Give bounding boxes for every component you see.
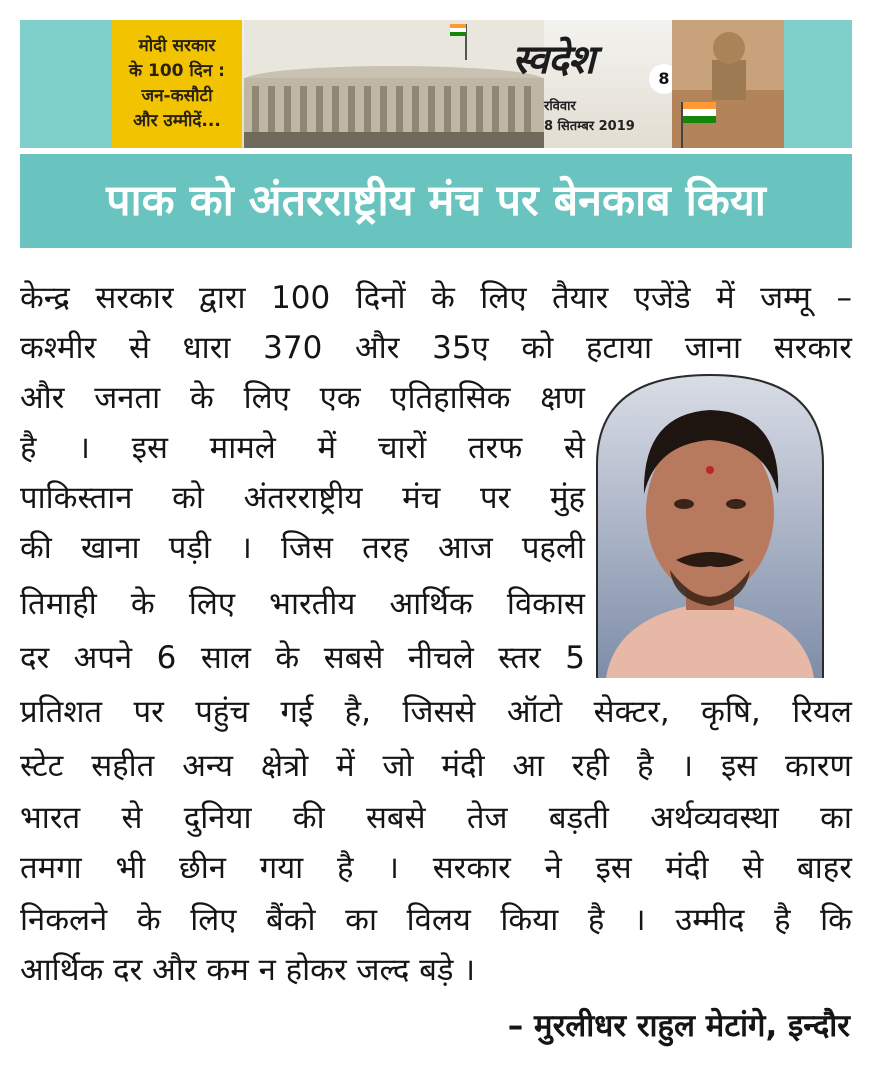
article-word: तरफ (468, 430, 523, 466)
article-word: भी (115, 850, 146, 886)
article-word: । (240, 530, 252, 566)
article-text-line (20, 376, 585, 420)
article-word: में (716, 280, 735, 316)
series-label-line: मोदी सरकार (138, 36, 216, 56)
author-photo (596, 374, 824, 678)
article-word: जम्मू (760, 280, 811, 316)
article-word: 35ए (432, 330, 489, 366)
article-headline: पाक को अंतरराष्ट्रीय मंच पर बेनकाब किया (106, 176, 766, 226)
article-word: सबसे (323, 640, 384, 676)
article-word: धारा (182, 330, 231, 366)
article-text-line (20, 796, 852, 840)
header-banner (20, 20, 852, 148)
article-word: है (587, 902, 605, 938)
article-word: दुनिया (183, 800, 252, 836)
article-word: जो (382, 748, 414, 784)
article-word: अर्थव्यवस्था (650, 800, 779, 836)
article-word: चारों (377, 430, 427, 466)
series-label-line: और उम्मीदें... (133, 111, 221, 131)
article-word: अंतरराष्ट्रीय (243, 480, 363, 516)
article-word: है (336, 850, 354, 886)
article-word: इस (131, 430, 168, 466)
article-word: एक (319, 380, 361, 416)
article-word: साल (200, 640, 251, 676)
article-word: दर (20, 640, 50, 676)
article-text-line (20, 426, 585, 470)
page-number-badge: 8 (649, 64, 679, 94)
article-word: रही (571, 748, 610, 784)
article-word: तरह (362, 530, 409, 566)
article-word: 100 (271, 280, 331, 316)
article-word: तैयार (552, 280, 609, 316)
article-word: पर (480, 480, 511, 516)
article-word: कारण (785, 748, 852, 784)
article-word: के (189, 380, 214, 416)
article-text-line: आर्थिक दर और कम न होकर जल्द बड़े । (20, 952, 476, 988)
article-word: । (633, 902, 646, 938)
article-text-line (20, 476, 585, 520)
article-word: एजेंडे (633, 280, 691, 316)
article-word: जाना (684, 330, 742, 366)
article-word: रियल (792, 694, 852, 730)
article-word: है (774, 902, 791, 938)
article-word: पहुंच (195, 694, 250, 730)
article-text-line (20, 898, 852, 942)
article-word: का (345, 902, 377, 938)
article-text-line (20, 276, 852, 320)
article-word: । (387, 850, 399, 886)
issue-day: रविवार (544, 99, 576, 114)
article-word: प्रतिशत (20, 694, 103, 730)
article-word: से (564, 430, 585, 466)
article-word: के (430, 280, 455, 316)
parliament-building-image (244, 20, 544, 148)
headline-bar (20, 154, 852, 248)
article-word: और (20, 380, 65, 416)
article-word: बैंको (266, 902, 316, 938)
article-word: पहली (521, 530, 585, 566)
newspaper-logo: स्वदेश (512, 36, 595, 83)
article-text-line (20, 326, 852, 370)
article-word: सेक्टर, (593, 694, 670, 730)
article-word: है (20, 430, 37, 466)
article-word: की (20, 530, 52, 566)
article-word: है, (344, 694, 371, 730)
article-word: सरकार (773, 330, 852, 366)
banner-artwork (112, 20, 784, 148)
article-word: पर (133, 694, 164, 730)
article-word: खाना (80, 530, 140, 566)
article-word: मंच (402, 480, 441, 516)
article-word: में (317, 430, 337, 466)
ashoka-emblem-image (672, 20, 784, 148)
article-word: बाहर (797, 850, 852, 886)
article-word: छीन (179, 850, 226, 886)
article-word: विकास (506, 586, 585, 622)
article-text-line (20, 690, 852, 734)
article-word: निकलने (20, 902, 108, 938)
article-word: जिस (280, 530, 333, 566)
article-word: के (136, 902, 161, 938)
article-word: की (292, 800, 325, 836)
article-word: कृषि, (701, 694, 761, 730)
article-word: से (742, 850, 764, 886)
article-word: सहीत (91, 748, 155, 784)
article-word: । (78, 430, 90, 466)
author-byline: – मुरलीधर राहुल मेटांगे, इन्दौर (507, 1008, 850, 1044)
article-word: ने (544, 850, 562, 886)
article-word: आर्थिक (389, 586, 473, 622)
article-word: दिनों (355, 280, 406, 316)
article-text-line (20, 636, 585, 680)
article-word: है (636, 748, 654, 784)
article-word: भारत (20, 800, 81, 836)
article-word: तेज (466, 800, 508, 836)
article-word: इस (720, 748, 758, 784)
article-word: के (130, 586, 155, 622)
article-word: पड़ी (168, 530, 211, 566)
article-word: अन्य (182, 748, 233, 784)
article-word: मामले (209, 430, 276, 466)
article-word: लिए (480, 280, 527, 316)
article-word: अपने (73, 640, 133, 676)
article-word: गई (280, 694, 314, 730)
article-word: स्तर (498, 640, 541, 676)
article-word: कि (820, 902, 852, 938)
article-word: मुंह (549, 480, 585, 516)
article-word: मंदी (441, 748, 485, 784)
article-word: सरकार (432, 850, 511, 886)
article-text-line (20, 744, 852, 788)
article-word: को (521, 330, 554, 366)
article-word: उम्मीद (675, 902, 745, 938)
article-word: में (336, 748, 355, 784)
article-word: जिससे (402, 694, 476, 730)
article-word: क्षेत्रो (260, 748, 309, 784)
article-text-line (20, 846, 852, 890)
article-word: कश्मीर (20, 330, 97, 366)
article-word: स्टेट (20, 748, 64, 784)
article-word: एतिहासिक (390, 380, 511, 416)
article-word: भारतीय (269, 586, 356, 622)
article-word: केन्द्र (20, 280, 70, 316)
article-word: से (128, 330, 150, 366)
article-word: विलय (406, 902, 471, 938)
article-word: – (836, 280, 852, 316)
article-word: 370 (263, 330, 323, 366)
issue-date: 8 सितम्बर 2019 (544, 119, 635, 134)
article-word: । (681, 748, 694, 784)
article-word: आज (438, 530, 493, 566)
article-word: का (820, 800, 852, 836)
article-word: सबसे (365, 800, 426, 836)
article-word: और (355, 330, 400, 366)
series-label-line: के 100 दिन : (129, 61, 225, 81)
article-word: आ (512, 748, 545, 784)
article-word: बड़ती (548, 800, 609, 836)
article-word: लिए (190, 902, 237, 938)
article-word: से (121, 800, 143, 836)
article-word: तमगा (20, 850, 82, 886)
article-word: मंदी (665, 850, 709, 886)
article-word: लिए (243, 380, 290, 416)
article-word: नीचले (407, 640, 474, 676)
article-word: सरकार (95, 280, 174, 316)
article-word: इस (595, 850, 632, 886)
series-label-box (112, 20, 242, 148)
article-word: ऑटो (506, 694, 563, 730)
article-word: क्षण (540, 380, 585, 416)
series-label-line: जन-कसौटी (141, 86, 213, 106)
article-word: को (172, 480, 204, 516)
article-word: हटाया (585, 330, 653, 366)
article-word: तिमाही (20, 586, 97, 622)
article-word: 6 (156, 640, 177, 676)
article-word: पाकिस्तान (20, 480, 133, 516)
article-word: 5 (565, 640, 585, 676)
article-word: लिए (188, 586, 236, 622)
article-word: जनता (94, 380, 161, 416)
article-word: द्वारा (199, 280, 246, 316)
article-word: गया (259, 850, 304, 886)
article-text-line (20, 526, 585, 570)
article-word: किया (500, 902, 559, 938)
article-text-line (20, 582, 585, 626)
article-word: के (275, 640, 300, 676)
